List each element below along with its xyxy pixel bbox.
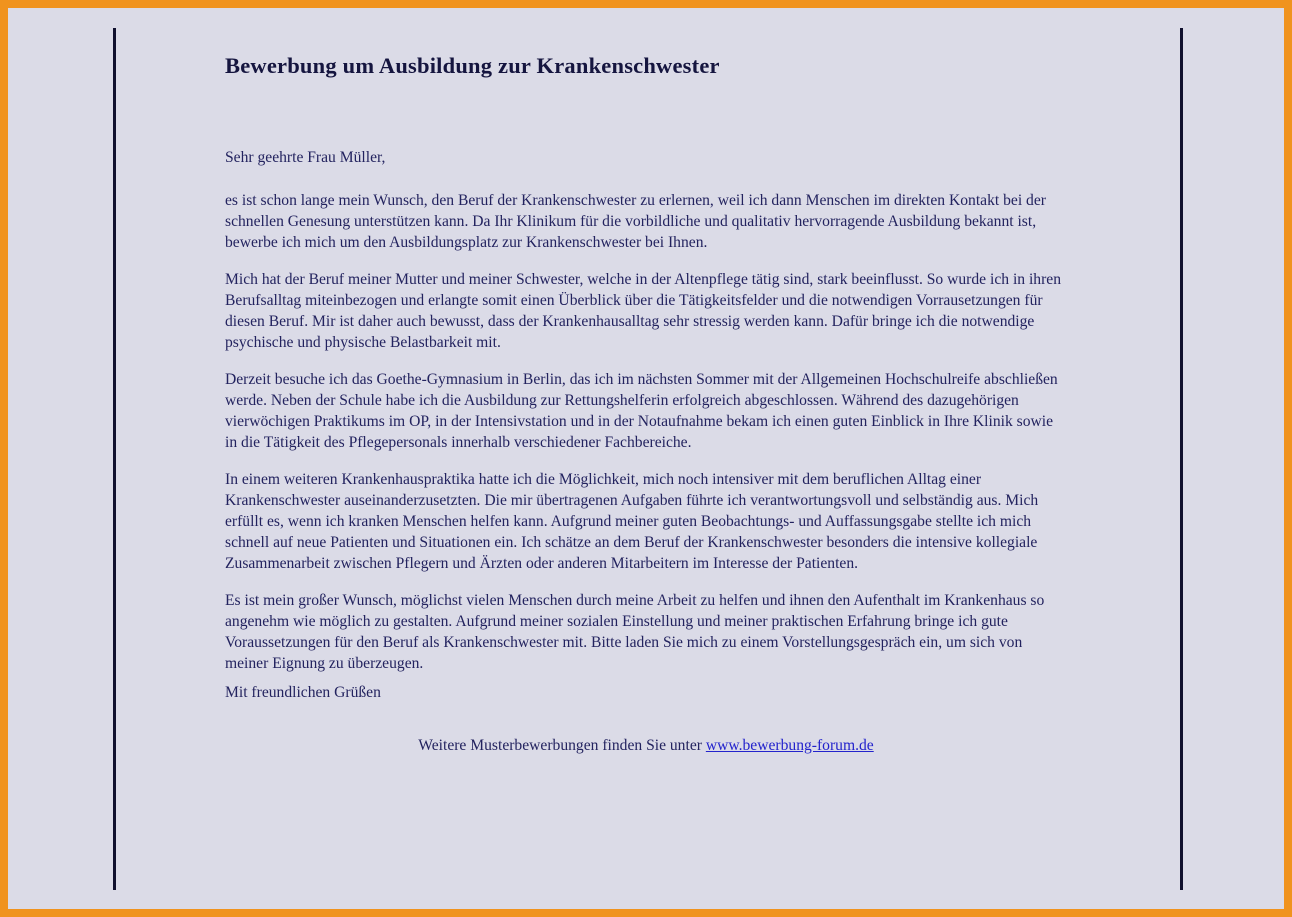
paragraph-experience: In einem weiteren Krankenhauspraktika hatte ich die Möglichkeit, mich noch intensiver mit dem beruflichen Alltag einer Krankenschwester auseinanderzusetzten. Die mir übertragenen Aufgaben führte ich verantwortungsvoll und selbständig aus. Mich erfüllt es, wenn ich kranken Menschen helfen kann. Aufgrund meiner guten Beobachtungs- und Auffassungsgabe stellte ich mich schnell auf neue Patienten und Situationen ein. Ich schätze an dem Beruf der Krankenschwester besonders die intensive kollegiale Zusammenarbeit zwischen Pflegern und Ärzten oder anderen Mitarbeitern im Interesse der Patienten. xyxy=(225,471,1039,572)
footer-text: Weitere Musterbewerbungen finden Sie unter xyxy=(418,737,706,754)
right-vertical-rule xyxy=(1180,28,1183,890)
paragraph-motivation: Mich hat der Beruf meiner Mutter und meiner Schwester, welche in der Altenpflege tätig sind, stark beeinflusst. So wurde ich in ihren Berufsalltag miteinbezogen und erlangte somit einen Überblick über die Tätigkeitsfelder und die notwendigen Vorrausetzungen für diesen Beruf. Mir ist daher auch bewusst, dass der Krankenhausalltag sehr stressig werden kann. Dafür bringe ich die notwendige psychische und physische Belastbarkeit mit. xyxy=(225,271,1062,351)
letter-content xyxy=(225,8,1067,756)
left-vertical-rule xyxy=(113,28,116,890)
footer-link[interactable]: www.bewerbung-forum.de xyxy=(705,737,874,754)
salutation: Sehr geehrte Frau Müller, xyxy=(225,149,386,166)
paragraph-education: Derzeit besuche ich das Goethe-Gymnasium in Berlin, das ich im nächsten Sommer mit der Allgemeinen Hochschulreife abschließen werde. Neben der Schule habe ich die Ausbildung zur Rettungshelferin erfolgreich abgeschlossen. Während des dazugehörigen vierwöchigen Praktikums im OP, in der Intensivstation und in der Notaufnahme bekam ich einen guten Einblick in Ihre Klinik sowie in die Tätigkeit des Pflegepersonals innerhalb verschiedener Fachbereiche. xyxy=(225,371,1058,451)
page-title: Bewerbung um Ausbildung zur Krankenschwester xyxy=(225,53,720,78)
closing-line: Mit freundlichen Grüßen xyxy=(225,684,381,701)
paragraph-intro: es ist schon lange mein Wunsch, den Beruf der Krankenschwester zu erlernen, weil ich dann Menschen im direkten Kontakt bei der schnellen Genesung unterstützen kann. Da Ihr Klinikum für die vorbildliche und qualitativ hervorragende Ausbildung bekannt ist, bewerbe ich mich um den Ausbildungsplatz zur Krankenschwester bei Ihnen. xyxy=(225,192,1046,251)
paragraph-conclusion: Es ist mein großer Wunsch, möglichst vielen Menschen durch meine Arbeit zu helfen und ihnen den Aufenthalt im Krankenhaus so angenehm wie möglich zu gestalten. Aufgrund meiner sozialen Einstellung und meiner praktischen Erfahrung bringe ich gute Voraussetzungen für den Beruf als Krankenschwester mit. Bitte laden Sie mich zu einem Vorstellungsgespräch ein, um sich von meiner Eignung zu überzeugen. xyxy=(225,592,1045,672)
footer xyxy=(225,735,1067,756)
